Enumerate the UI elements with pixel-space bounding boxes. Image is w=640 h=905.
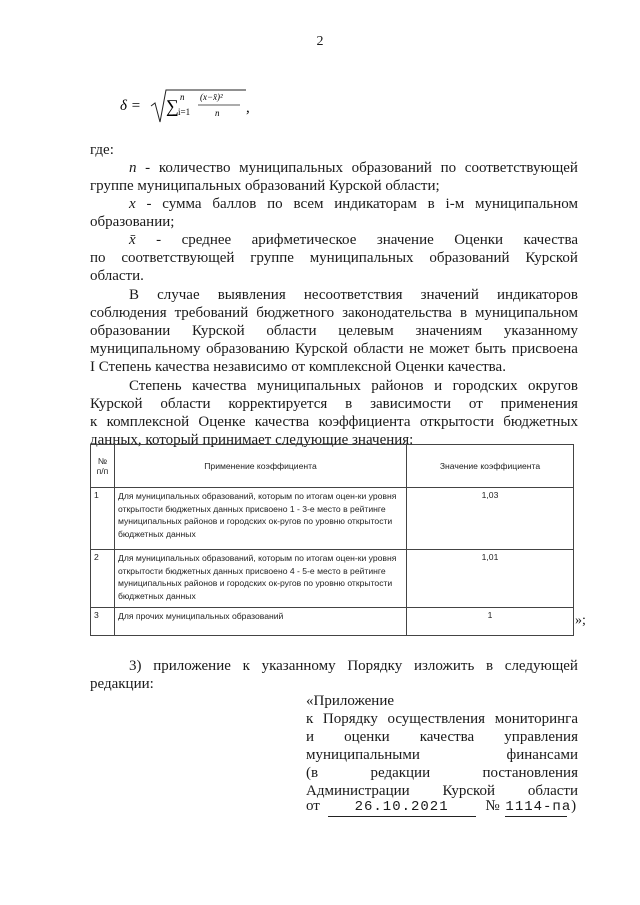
- word: качества: [254, 414, 310, 430]
- formula-denominator: n: [215, 108, 220, 118]
- appendix-line3: [306, 728, 578, 746]
- word: редакции: [370, 765, 431, 781]
- word: баллов: [212, 196, 257, 212]
- para2-line2: [90, 395, 578, 413]
- word: муниципальном: [475, 305, 578, 321]
- word: округов: [527, 378, 578, 394]
- word: -: [145, 160, 151, 176]
- word: области: [353, 341, 404, 357]
- word: области: [266, 323, 317, 339]
- word: указанному: [261, 658, 336, 674]
- def-xbar-line1: [129, 231, 578, 249]
- word: к: [90, 414, 98, 430]
- word: i-м: [445, 196, 465, 212]
- word: изложить: [413, 658, 475, 674]
- word: образований: [351, 160, 432, 176]
- row-num: 3: [91, 608, 115, 636]
- word: может: [429, 341, 470, 357]
- word: количество: [158, 160, 231, 176]
- word: управления: [504, 729, 578, 745]
- number-label: №: [485, 798, 500, 814]
- word: Оценки: [454, 232, 504, 248]
- word: Курской: [192, 323, 245, 339]
- word: в: [427, 196, 435, 212]
- def-xbar-line3: области.: [90, 268, 144, 284]
- formula-upper: n: [180, 92, 185, 102]
- word: городских: [452, 378, 518, 394]
- word: от: [468, 396, 483, 412]
- table-close-quote: »;: [575, 613, 586, 628]
- item3-line1: [129, 657, 578, 675]
- appendix-line5: [306, 764, 578, 782]
- row-value: 1: [407, 608, 574, 636]
- word: сумма: [162, 196, 202, 212]
- from-label: от: [306, 798, 320, 814]
- para1-line4: [90, 340, 578, 358]
- formula-lhs: δ =: [120, 98, 141, 114]
- signed-date: 26.10.2021: [328, 798, 476, 817]
- word: качества: [192, 378, 247, 394]
- para2-line1: [129, 377, 578, 395]
- word: n: [129, 160, 137, 176]
- word: корректируется: [228, 396, 328, 412]
- def-x-line2: образовании;: [90, 214, 175, 230]
- word: Степень: [129, 378, 182, 394]
- word: постановления: [482, 765, 578, 781]
- coefficient-table: [90, 444, 574, 636]
- para2-line4: данных, который принимает следующие значения:: [90, 432, 414, 448]
- table-row: [91, 550, 574, 608]
- word: зависимости: [370, 396, 452, 412]
- appendix-title: «Приложение: [306, 693, 395, 709]
- word: по: [90, 250, 106, 266]
- word: x: [129, 196, 136, 212]
- appendix-line2: [306, 710, 578, 728]
- word: соответствующей: [464, 160, 578, 176]
- row-value: 1,03: [407, 488, 574, 550]
- row-value: 1,01: [407, 550, 574, 608]
- word: законодательства: [342, 305, 452, 321]
- word: значений: [420, 287, 479, 303]
- word: требований: [174, 305, 249, 321]
- word: x̄: [129, 232, 136, 248]
- word: Курской: [90, 396, 143, 412]
- formula-tail: ,: [246, 100, 250, 116]
- word: Оценке: [198, 414, 246, 430]
- word: Курской: [442, 783, 496, 799]
- word: не: [409, 341, 424, 357]
- para1-line1: [129, 286, 578, 304]
- table-row: [91, 608, 574, 636]
- appendix-line4: [306, 746, 578, 764]
- word: значениям: [415, 323, 483, 339]
- close-paren: ): [571, 798, 577, 814]
- word: комплексной: [106, 414, 190, 430]
- word: к: [242, 658, 250, 674]
- formula-numerator: (x−x̄)²: [200, 92, 223, 102]
- word: соблюдения: [90, 305, 167, 321]
- def-x-line1: [129, 195, 578, 213]
- para1-line5: I Степень качества независимо от комплексной Оценки качества.: [90, 359, 506, 375]
- word: качества: [419, 729, 475, 745]
- table-header-row: [91, 445, 574, 488]
- word: качества: [523, 232, 578, 248]
- formula-sum: ∑: [166, 96, 179, 116]
- word: коэффициента: [318, 414, 411, 430]
- word: среднее: [181, 232, 232, 248]
- formula-lower: i=1: [178, 107, 191, 117]
- word: индикаторам: [334, 196, 417, 212]
- appendix-date-line: [306, 797, 578, 817]
- word: муниципальных: [309, 250, 414, 266]
- row-num: 2: [91, 550, 115, 608]
- page-number: 2: [316, 34, 324, 49]
- para1-line2: [90, 304, 578, 322]
- para1-line3: [90, 322, 578, 340]
- word: соответствующей: [121, 250, 235, 266]
- word: оценки: [344, 729, 390, 745]
- row-text: Для прочих муниципальных образований: [115, 608, 407, 636]
- word: присвоена: [511, 341, 578, 357]
- word: индикаторов: [496, 287, 578, 303]
- word: Порядку: [322, 711, 378, 727]
- word: по: [440, 160, 457, 176]
- def-n-line2: группе муниципальных образований Курской области;: [90, 178, 440, 194]
- item3-line2: редакции:: [90, 676, 154, 692]
- word: -: [156, 232, 162, 248]
- word: приложение: [153, 658, 231, 674]
- word: целевым: [338, 323, 394, 339]
- document-number: 1114-па: [505, 799, 572, 815]
- word: Курской: [525, 250, 578, 266]
- word: бюджетных: [503, 414, 578, 430]
- word: Курской: [295, 341, 348, 357]
- word: образовании: [90, 323, 171, 339]
- word: значение: [376, 232, 434, 248]
- table-row: [91, 488, 574, 550]
- word: Администрации: [306, 783, 410, 799]
- word: муниципальному: [90, 341, 201, 357]
- def-xbar-line2: [90, 249, 578, 267]
- def-n-line1: [129, 159, 578, 177]
- word: бюджетного: [256, 305, 335, 321]
- word: всем: [293, 196, 324, 212]
- word: и: [306, 729, 315, 745]
- header-num: № п/п: [91, 445, 115, 488]
- word: образованию: [206, 341, 290, 357]
- word: быть: [475, 341, 507, 357]
- where-label: где:: [90, 142, 114, 158]
- word: муниципальных: [256, 378, 361, 394]
- word: муниципальных: [239, 160, 343, 176]
- std-deviation-formula: [118, 86, 278, 128]
- word: Порядку: [347, 658, 403, 674]
- word: финансами: [506, 747, 578, 763]
- word: указанному: [503, 323, 578, 339]
- word: случае: [157, 287, 200, 303]
- word: к: [306, 711, 314, 727]
- word: выявления: [217, 287, 286, 303]
- word: и: [434, 378, 443, 394]
- word: В: [129, 287, 140, 303]
- header-application: Применение коэффициента: [115, 445, 407, 488]
- word: области: [527, 783, 578, 799]
- word: осуществления: [387, 711, 486, 727]
- word: муниципальными: [306, 747, 420, 763]
- word: несоответствия: [303, 287, 403, 303]
- word: в: [345, 396, 353, 412]
- word: в: [459, 305, 468, 321]
- row-num: 1: [91, 488, 115, 550]
- row-text: Для муниципальных образований, которым по итогам оцен-ки уровня открытости бюджетных данных присвоено 1 - 3-е место в рейтинге муниципальных районов и городских ок-ругов по уровню открытости бюджетных данных: [115, 488, 407, 550]
- word: по: [267, 196, 283, 212]
- word: 3): [129, 658, 142, 674]
- word: -: [146, 196, 152, 212]
- word: мониторинга: [494, 711, 578, 727]
- word: применения: [500, 396, 578, 412]
- word: районов: [371, 378, 424, 394]
- word: открытости: [419, 414, 495, 430]
- word: группе: [250, 250, 294, 266]
- word: муниципальном: [474, 196, 578, 212]
- word: арифметическое: [251, 232, 357, 248]
- word: (в: [306, 765, 319, 781]
- word: следующей: [504, 658, 578, 674]
- row-text: Для муниципальных образований, которым по итогам оцен-ки уровня открытости бюджетных данных присвоено 4 - 5-е место в рейтинге муниципальных районов и городских ок-ругов по уровню открытости бюджетных данных: [115, 550, 407, 608]
- word: образований: [429, 250, 510, 266]
- para2-line3: [90, 413, 578, 431]
- word: в: [486, 658, 494, 674]
- word: области: [160, 396, 211, 412]
- header-value: Значение коэффициента: [407, 445, 574, 488]
